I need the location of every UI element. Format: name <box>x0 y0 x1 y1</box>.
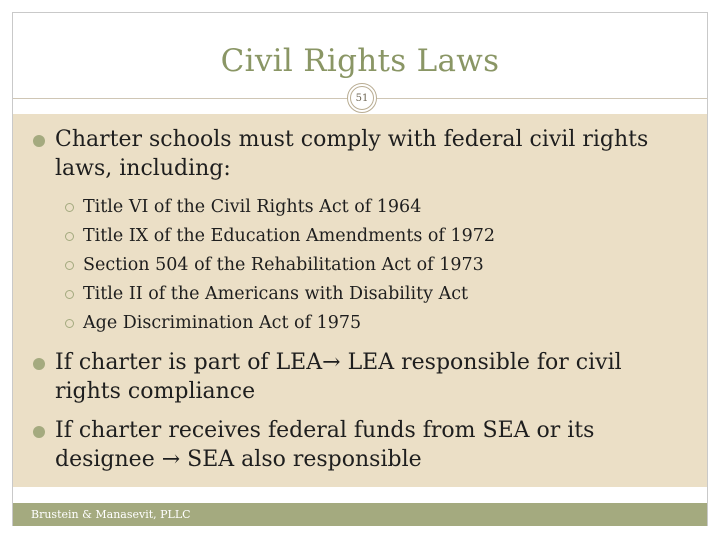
bullet-item <box>33 416 683 474</box>
bullet-dot-icon <box>33 358 45 370</box>
right-arrow-icon: → <box>322 350 341 375</box>
ring-bullet-icon <box>65 261 74 270</box>
bullet-text-before: If charter is part of LEA <box>55 350 323 375</box>
sub-bullet-list <box>33 193 683 338</box>
sub-bullet-text: Title II of the Americans with Disability Act <box>83 284 469 304</box>
slide-title: Civil Rights Laws <box>220 43 500 79</box>
ring-bullet-icon <box>65 319 74 328</box>
bullet-text-after: LEA responsible for civil rights compliance <box>55 350 622 404</box>
ring-bullet-icon <box>65 203 74 212</box>
footer-text: Brustein & Manasevit, PLLC <box>31 508 191 521</box>
sub-bullet-text: Title VI of the Civil Rights Act of 1964 <box>83 197 422 217</box>
sub-bullet-item <box>33 251 683 280</box>
bullet-item <box>33 125 683 183</box>
page-number: 51 <box>350 86 374 110</box>
bullet-text-before: If charter receives federal funds from SEA or its designee <box>55 418 595 472</box>
sub-bullet-text: Title IX of the Education Amendments of 1972 <box>83 226 496 246</box>
bullet-list <box>33 125 683 484</box>
ring-bullet-icon <box>65 290 74 299</box>
sub-bullet-item <box>33 222 683 251</box>
slide-body <box>13 114 707 487</box>
footer-bar <box>13 503 707 526</box>
sub-bullet-item <box>33 280 683 309</box>
ring-bullet-icon <box>65 232 74 241</box>
bullet-item <box>33 348 683 406</box>
right-arrow-icon: → <box>161 447 181 472</box>
bullet-text: Charter schools must comply with federal civil rights laws, including: <box>55 127 649 181</box>
bullet-dot-icon <box>33 426 45 438</box>
sub-bullet-item <box>33 309 683 338</box>
sub-bullet-item <box>33 193 683 222</box>
page-number-badge <box>347 83 377 113</box>
sub-bullet-text: Section 504 of the Rehabilitation Act of 1973 <box>83 255 484 275</box>
bullet-dot-icon <box>33 135 45 147</box>
bullet-text-after: SEA also responsible <box>180 447 422 472</box>
sub-bullet-text: Age Discrimination Act of 1975 <box>83 313 362 333</box>
slide <box>12 12 708 526</box>
